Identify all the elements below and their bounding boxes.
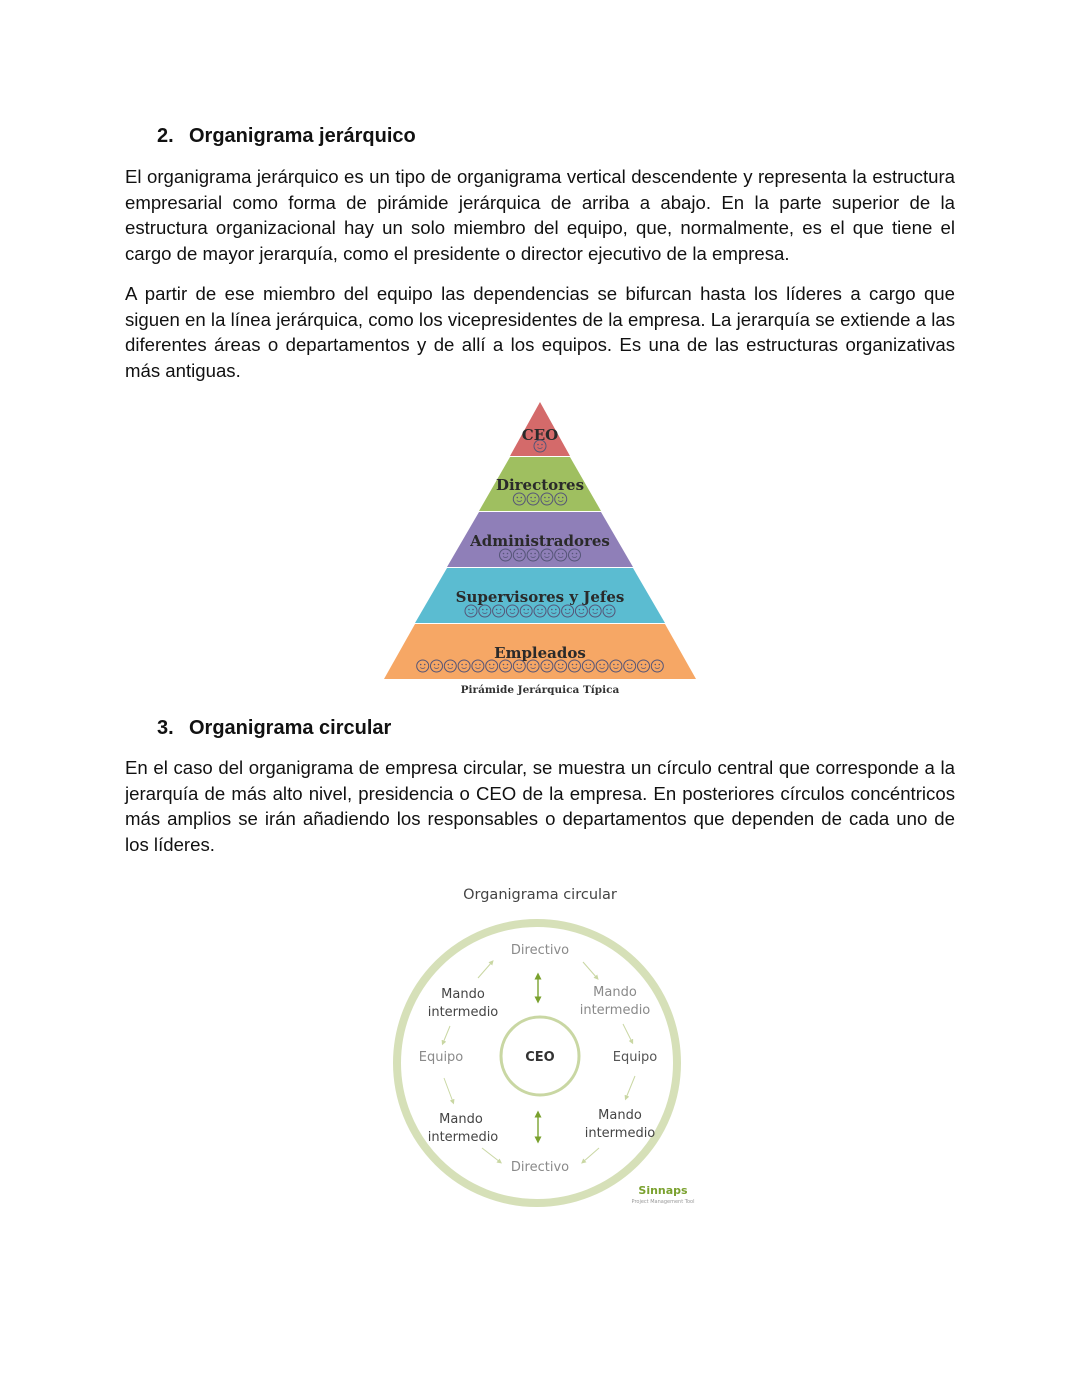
- person-icon-eye: [438, 664, 440, 666]
- person-icon-eye: [534, 664, 536, 666]
- person-icon-eye: [603, 664, 605, 666]
- mando-top-left-line1: Mando: [441, 987, 485, 1002]
- person-icon-eye: [510, 609, 512, 611]
- person-icon-eye: [521, 553, 523, 555]
- person-icon-eye: [544, 497, 546, 499]
- circular-organigram-figure: [380, 878, 710, 1213]
- person-icon-eye: [631, 664, 633, 666]
- person-icon-eye: [655, 664, 657, 666]
- person-icon-eye: [551, 609, 553, 611]
- arrow-tl-up: [478, 962, 492, 978]
- hierarchy-pyramid-figure: [370, 398, 710, 700]
- person-icon-eye: [569, 609, 571, 611]
- mando-bottom-left-line1: Mando: [439, 1112, 483, 1127]
- person-icon-eye: [565, 609, 567, 611]
- person-icon-eye: [562, 664, 564, 666]
- person-icon-eye: [530, 497, 532, 499]
- person-icon-eye: [558, 497, 560, 499]
- circular-title: Organigrama circular: [463, 887, 617, 903]
- person-icon-eye: [592, 609, 594, 611]
- person-icon-eye: [534, 497, 536, 499]
- person-icon-eye: [641, 664, 643, 666]
- person-icon-eye: [486, 609, 488, 611]
- person-icon-eye: [562, 553, 564, 555]
- person-icon-eye: [590, 664, 592, 666]
- person-icon-eye: [482, 609, 484, 611]
- person-icon-eye: [479, 664, 481, 666]
- directivo-bottom-label: Directivo: [510, 1160, 570, 1175]
- person-icon-eye: [420, 664, 422, 666]
- person-icon-eye: [527, 609, 529, 611]
- person-icon-eye: [521, 664, 523, 666]
- person-icon-eye: [507, 664, 509, 666]
- person-icon-eye: [562, 497, 564, 499]
- person-icon-eye: [576, 664, 578, 666]
- pyramid-label-supervisores: Supervisores y Jefes: [455, 588, 625, 606]
- person-icon-eye: [496, 609, 498, 611]
- person-icon-eye: [500, 609, 502, 611]
- directivo-top-label: Directivo: [510, 943, 570, 958]
- arrow-br-up: [626, 1076, 635, 1098]
- person-icon-eye: [537, 444, 539, 446]
- arrow-bl-up: [444, 1078, 453, 1102]
- person-icon-eye: [548, 497, 550, 499]
- person-icon-eye: [659, 664, 661, 666]
- person-icon-eye: [452, 664, 454, 666]
- arrow-tl-down: [443, 1026, 450, 1043]
- paragraph: A partir de ese miembro del equipo las dependencias se bifurcan hasta los líderes a cargo que siguen en la línea jerárquica, como los vicepresidentes de la empresa. La jerarquía se extiende a las diferentes áreas o departamentos y de allí a los equipos. Es una de las estructuras organizativas más antiguas.: [125, 283, 955, 381]
- section-heading-circular: 3. Organigrama circular: [157, 717, 392, 739]
- person-icon-eye: [475, 664, 477, 666]
- person-icon-eye: [517, 497, 519, 499]
- person-icon-eye: [555, 609, 557, 611]
- sinnaps-tagline: Project Management Tool: [631, 1199, 695, 1205]
- person-icon-eye: [576, 553, 578, 555]
- section-heading-hierarchical: 2. Organigrama jerárquico: [157, 125, 416, 147]
- paragraph: El organigrama jerárquico es un tipo de organigrama vertical descendente y representa la estructura empresarial como forma de pirámide jerárquica de arriba a abajo. En la parte superior de la estructura organizacional hay un solo miembro del equipo, que, normalmente, es el que tiene el cargo de mayor jerarquía, como el presidente o director ejecutivo de la empresa.: [125, 166, 955, 264]
- person-icon-eye: [503, 553, 505, 555]
- person-icon-eye: [606, 609, 608, 611]
- mando-bottom-right-line2: intermedio: [584, 1126, 656, 1141]
- mando-top-right-line2: intermedio: [579, 1003, 651, 1018]
- person-icon-eye: [599, 664, 601, 666]
- person-icon-eye: [448, 664, 450, 666]
- person-icon-eye: [468, 609, 470, 611]
- person-icon-eye: [617, 664, 619, 666]
- person-icon-eye: [465, 664, 467, 666]
- person-icon-eye: [544, 553, 546, 555]
- person-icon-eye: [544, 664, 546, 666]
- mando-top-left-line2: intermedio: [427, 1005, 499, 1020]
- arrow-br-down: [583, 1148, 599, 1162]
- person-icon-eye: [586, 664, 588, 666]
- person-icon-eye: [514, 609, 516, 611]
- person-icon-eye: [548, 553, 550, 555]
- pyramid-label-empleados: Empleados: [494, 644, 586, 662]
- person-icon-eye: [610, 609, 612, 611]
- person-icon-eye: [461, 664, 463, 666]
- pyramid-label-administradores: Administradores: [470, 532, 610, 550]
- person-icon-eye: [434, 664, 436, 666]
- pyramid-label-ceo: CEO: [521, 426, 559, 444]
- mando-bottom-left-line2: intermedio: [427, 1130, 499, 1145]
- equipo-left-label: Equipo: [418, 1050, 464, 1065]
- person-icon-eye: [613, 664, 615, 666]
- person-icon-eye: [541, 609, 543, 611]
- arrow-bl-down: [482, 1148, 500, 1162]
- person-icon-eye: [507, 553, 509, 555]
- pyramid-label-directores: Directores: [495, 476, 585, 494]
- person-icon-eye: [493, 664, 495, 666]
- mando-top-right-line1: Mando: [593, 985, 637, 1000]
- person-icon-eye: [596, 609, 598, 611]
- person-icon-eye: [541, 444, 543, 446]
- person-icon-eye: [472, 609, 474, 611]
- arrow-tr-down: [623, 1024, 632, 1042]
- person-icon-eye: [579, 609, 581, 611]
- person-icon-eye: [627, 664, 629, 666]
- ceo-label: CEO: [525, 1050, 555, 1065]
- person-icon-eye: [424, 664, 426, 666]
- person-icon-eye: [572, 664, 574, 666]
- person-icon-eye: [558, 553, 560, 555]
- equipo-right-label: Equipo: [612, 1050, 658, 1065]
- person-icon-eye: [530, 664, 532, 666]
- person-icon-eye: [503, 664, 505, 666]
- person-icon-eye: [517, 664, 519, 666]
- person-icon-eye: [521, 497, 523, 499]
- person-icon-eye: [583, 609, 585, 611]
- person-icon-eye: [517, 553, 519, 555]
- person-icon-eye: [534, 553, 536, 555]
- person-icon-eye: [645, 664, 647, 666]
- person-icon-eye: [489, 664, 491, 666]
- arrow-tr-up: [583, 962, 597, 978]
- pyramid-caption: Pirámide Jerárquica Típica: [460, 684, 620, 696]
- person-icon-eye: [558, 664, 560, 666]
- person-icon-eye: [523, 609, 525, 611]
- person-icon-eye: [548, 664, 550, 666]
- person-icon-eye: [572, 553, 574, 555]
- person-icon-eye: [537, 609, 539, 611]
- person-icon-eye: [530, 553, 532, 555]
- mando-bottom-right-line1: Mando: [598, 1108, 642, 1123]
- sinnaps-logo: Sinnaps: [638, 1184, 688, 1197]
- paragraph: En el caso del organigrama de empresa circular, se muestra un círculo central que corresponde a la jerarquía de más alto nivel, presidencia o CEO de la empresa. En posteriores círculos concéntricos más amplios se irán añadiendo los responsables o departamentos que dependen de cada uno de los líderes.: [125, 757, 955, 855]
